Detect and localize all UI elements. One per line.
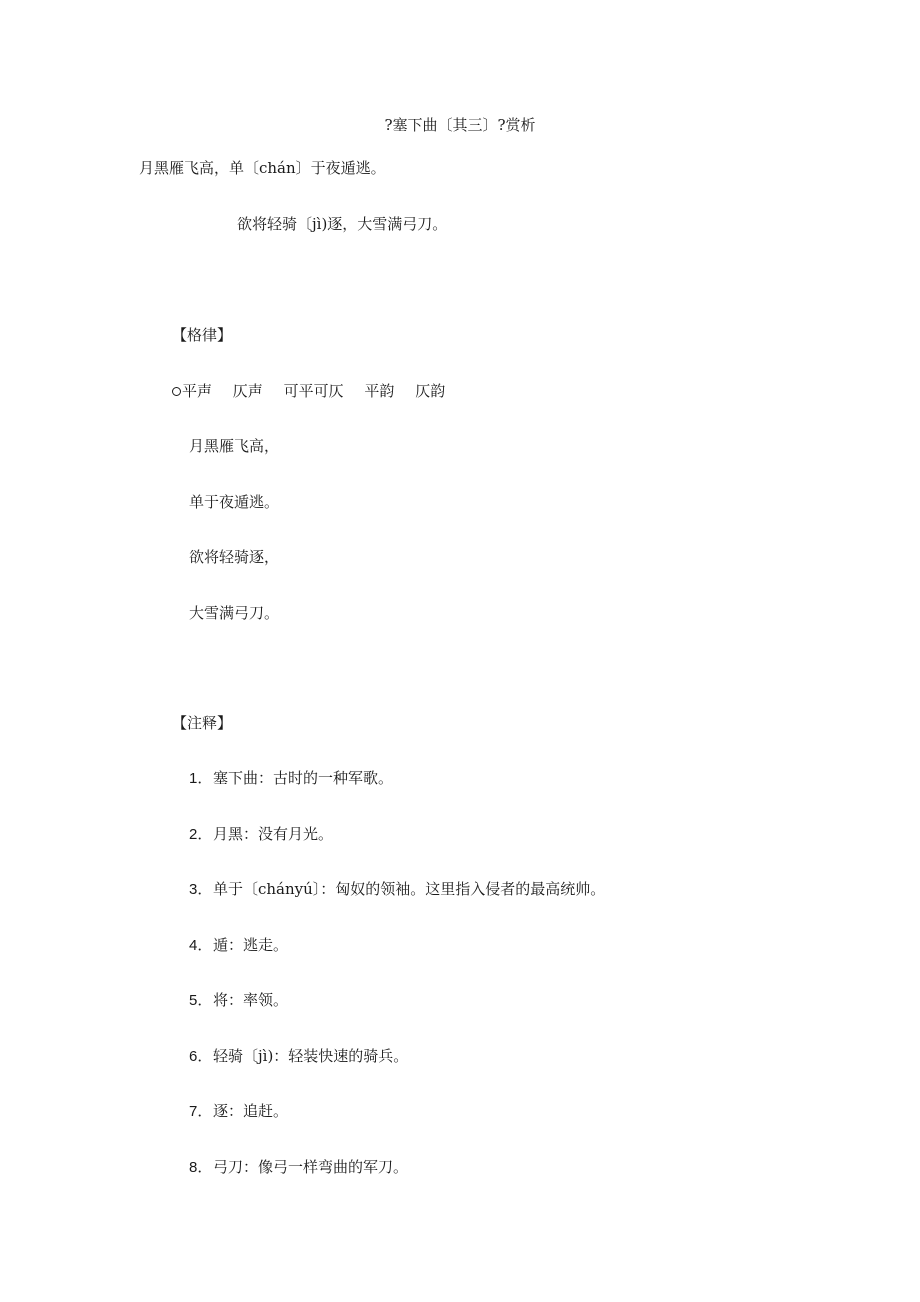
poem-line-3: 欲将轻骑逐， xyxy=(189,548,280,566)
note-text: 轻骑〔jì)：轻装快速的骑兵。 xyxy=(213,1047,409,1065)
verse-line-1: 月黑雁飞高，单〔chán〕于夜遁逃。 xyxy=(139,159,386,177)
note-text: 弓刀：像弓一样弯曲的军刀。 xyxy=(213,1158,409,1176)
note-item xyxy=(189,1157,408,1178)
zhushi-heading: 【注释】 xyxy=(172,714,233,732)
note-item xyxy=(189,1101,288,1122)
gelv-heading: 【格律】 xyxy=(172,326,233,344)
note-text: 塞下曲：古时的一种军歌。 xyxy=(213,769,394,787)
note-item xyxy=(189,935,288,956)
legend-item-kepingkeze: 可平可仄 xyxy=(283,382,344,400)
note-number: 8． xyxy=(189,1159,213,1176)
legend-item-zeyun: 仄韵 xyxy=(415,382,446,400)
poem-line-1: 月黑雁飞高， xyxy=(189,437,280,455)
note-number: 4． xyxy=(189,937,213,954)
note-number: 2． xyxy=(189,826,213,843)
poem-line-4: 大雪满弓刀。 xyxy=(189,604,280,622)
poem-line-2: 单于夜遁逃。 xyxy=(189,493,280,511)
note-text: 单于〔chányú〕：匈奴的领袖。这里指入侵者的最高统帅。 xyxy=(213,880,606,898)
note-number: 5． xyxy=(189,992,213,1009)
note-text: 遁：逃走。 xyxy=(213,936,289,954)
note-item xyxy=(189,824,333,845)
note-number: 3． xyxy=(189,881,213,898)
note-number: 1． xyxy=(189,770,213,787)
circle-icon xyxy=(172,387,181,396)
legend-item-pingyun: 平韵 xyxy=(364,382,395,400)
verse-line-2: 欲将轻骑〔jì)逐，大雪满弓刀。 xyxy=(237,215,448,233)
note-text: 逐：追赶。 xyxy=(213,1102,289,1120)
note-item xyxy=(189,1046,408,1067)
note-item xyxy=(189,768,393,789)
note-number: 7． xyxy=(189,1103,213,1120)
tone-legend xyxy=(172,381,461,401)
note-item xyxy=(189,879,605,900)
note-text: 月黑：没有月光。 xyxy=(213,825,334,843)
note-number: 6． xyxy=(189,1048,213,1065)
legend-item-pingsheng: 平声 xyxy=(182,382,213,400)
legend-item-zesheng: 仄声 xyxy=(232,382,263,400)
note-item xyxy=(189,990,288,1011)
note-text: 将：率领。 xyxy=(213,991,289,1009)
page-title: ?塞下曲〔其三〕?赏析 xyxy=(384,116,536,134)
